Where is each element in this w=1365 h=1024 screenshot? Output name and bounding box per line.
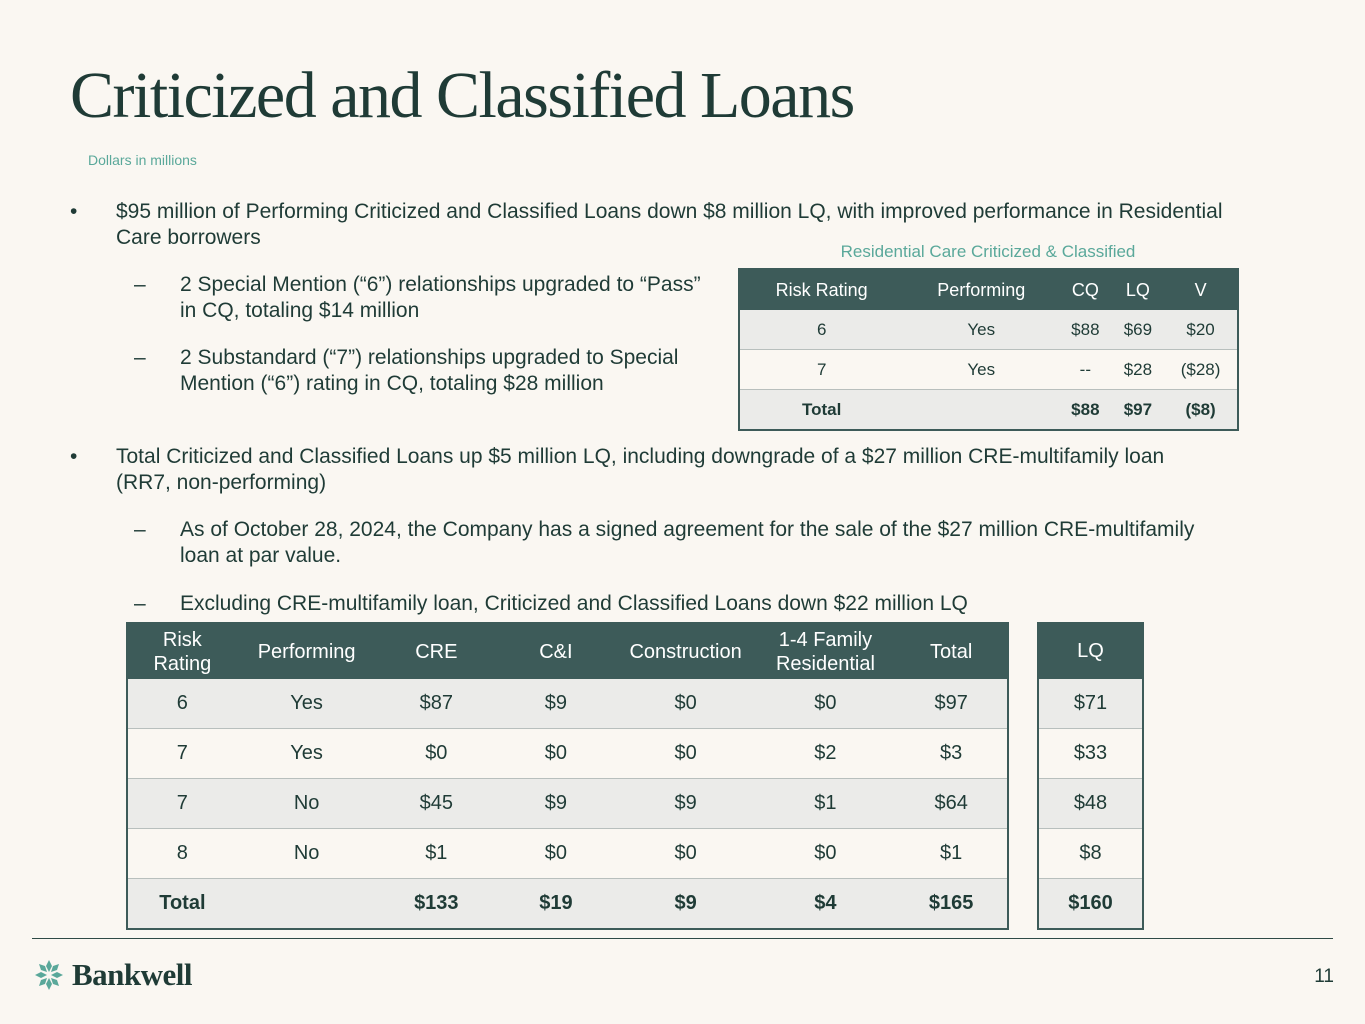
table-header-row — [1038, 623, 1143, 679]
table-cell: ($8) — [1164, 390, 1238, 431]
logo-wordmark: Bankwell — [72, 957, 193, 992]
table-cell: $33 — [1038, 729, 1143, 779]
dash-mark: – — [134, 273, 146, 296]
dash-mark: – — [134, 518, 146, 541]
table-row — [1038, 829, 1143, 879]
table-cell — [237, 879, 377, 930]
table-row — [1038, 779, 1143, 829]
column-header: LQ — [1038, 623, 1143, 679]
bullet-text: Total Criticized and Classified Loans up $5 million LQ, including downgrade of a $27 million CRE-multifamily loan (RR7, non-performing) — [116, 445, 1165, 494]
table-cell: No — [237, 779, 377, 829]
table-cell: $19 — [496, 879, 616, 930]
table-cell: $0 — [616, 729, 756, 779]
column-header — [127, 623, 237, 679]
table-cell: $45 — [377, 779, 497, 829]
table-cell: $1 — [756, 779, 896, 829]
table-cell: No — [237, 829, 377, 879]
table-cell: 7 — [739, 350, 903, 390]
table-cell: ($28) — [1164, 350, 1238, 390]
footer-divider — [32, 938, 1333, 939]
subbullet-text: Excluding CRE-multifamily loan, Criticized and Classified Loans down $22 million LQ — [180, 592, 968, 615]
bullet-dot: • — [70, 200, 78, 223]
table-header-row — [127, 623, 1008, 679]
table-row — [1038, 679, 1143, 729]
dash-mark: – — [134, 346, 146, 369]
table-cell: $3 — [895, 729, 1008, 779]
table-cell: $8 — [1038, 829, 1143, 879]
header-line: Residential — [775, 652, 875, 675]
table-row — [739, 310, 1238, 350]
table-cell: $0 — [756, 829, 896, 879]
table-cell: $28 — [1112, 350, 1165, 390]
subbullet-substandard — [134, 345, 694, 397]
subbullet-sale-agreement — [134, 517, 1234, 569]
column-header: Performing — [237, 623, 377, 679]
table-cell — [903, 390, 1059, 431]
table-cell: Yes — [903, 310, 1059, 350]
bullet-total — [70, 444, 1190, 496]
bullet-text: $95 million of Performing Criticized and Classified Loans down $8 million LQ, with improved performance in Residential Care borrowers — [116, 200, 1223, 249]
dash-mark: – — [134, 592, 146, 615]
loans-by-rating-table — [126, 622, 1009, 930]
table-cell: Total — [127, 879, 237, 930]
page-number: 11 — [1314, 966, 1334, 987]
column-header: Performing — [903, 269, 1059, 310]
table-cell: $97 — [895, 679, 1008, 729]
table-cell: $97 — [1112, 390, 1165, 431]
table-total-row — [1038, 879, 1143, 930]
column-header: Risk Rating — [739, 269, 903, 310]
table-cell: $20 — [1164, 310, 1238, 350]
table-cell: $133 — [377, 879, 497, 930]
table-cell: $1 — [895, 829, 1008, 879]
header-line: Rating — [153, 652, 212, 675]
table-cell: $4 — [756, 879, 896, 930]
bankwell-logo — [34, 955, 192, 995]
bullet-dot: • — [70, 445, 78, 468]
subbullet-excluding — [134, 591, 1234, 617]
table-cell: $88 — [1059, 390, 1112, 431]
table-cell: 8 — [127, 829, 237, 879]
table-cell: $88 — [1059, 310, 1112, 350]
column-header: Construction — [616, 623, 756, 679]
table-total-row — [127, 879, 1008, 930]
column-header: V — [1164, 269, 1238, 310]
table-cell: $87 — [377, 679, 497, 729]
table-cell: $160 — [1038, 879, 1143, 930]
table-cell: Yes — [903, 350, 1059, 390]
table-cell: 6 — [739, 310, 903, 350]
table-cell: $71 — [1038, 679, 1143, 729]
table-cell: Yes — [237, 679, 377, 729]
table-cell: $165 — [895, 879, 1008, 930]
column-header: CQ — [1059, 269, 1112, 310]
subbullet-text: As of October 28, 2024, the Company has a signed agreement for the sale of the $27 million CRE-multifamily loan at par value. — [180, 518, 1195, 567]
table-cell: Yes — [237, 729, 377, 779]
table-cell: $9 — [616, 879, 756, 930]
subbullet-text: 2 Substandard (“7”) relationships upgraded to Special Mention (“6”) rating in CQ, totaling $28 million — [180, 346, 679, 395]
residential-care-table — [738, 268, 1239, 431]
table-cell: 7 — [127, 729, 237, 779]
table-cell: $69 — [1112, 310, 1165, 350]
table-cell: -- — [1059, 350, 1112, 390]
table-cell: $9 — [616, 779, 756, 829]
table-cell: Total — [739, 390, 903, 431]
subbullet-special-mention — [134, 272, 714, 324]
column-header: LQ — [1112, 269, 1165, 310]
column-header: C&I — [496, 623, 616, 679]
lq-table — [1037, 622, 1144, 930]
table-cell: $0 — [377, 729, 497, 779]
table-cell: $64 — [895, 779, 1008, 829]
table-cell: $0 — [496, 729, 616, 779]
table-cell: $2 — [756, 729, 896, 779]
table-cell: 6 — [127, 679, 237, 729]
table-row — [127, 779, 1008, 829]
header-line: 1-4 Family — [778, 628, 873, 651]
table-cell: $9 — [496, 679, 616, 729]
column-header — [756, 623, 896, 679]
table-total-row — [739, 390, 1238, 431]
subbullet-text: 2 Special Mention (“6”) relationships upgraded to “Pass” in CQ, totaling $14 million — [180, 273, 701, 322]
table-row — [127, 679, 1008, 729]
residential-care-caption: Residential Care Criticized & Classified — [840, 242, 1136, 261]
table-cell: $48 — [1038, 779, 1143, 829]
table-cell: $0 — [496, 829, 616, 879]
table-cell: 7 — [127, 779, 237, 829]
table-row — [739, 350, 1238, 390]
table-row — [127, 729, 1008, 779]
column-header: CRE — [377, 623, 497, 679]
page-title: Criticized and Classified Loans — [70, 59, 854, 132]
column-header: Total — [895, 623, 1008, 679]
units-note: Dollars in millions — [88, 152, 197, 168]
header-line: Risk — [162, 628, 202, 651]
bankwell-logo-icon — [34, 959, 64, 991]
table-row — [127, 829, 1008, 879]
table-cell: $0 — [616, 679, 756, 729]
table-header-row — [739, 269, 1238, 310]
table-cell: $0 — [616, 829, 756, 879]
table-cell: $0 — [756, 679, 896, 729]
table-cell: $9 — [496, 779, 616, 829]
table-row — [1038, 729, 1143, 779]
table-cell: $1 — [377, 829, 497, 879]
